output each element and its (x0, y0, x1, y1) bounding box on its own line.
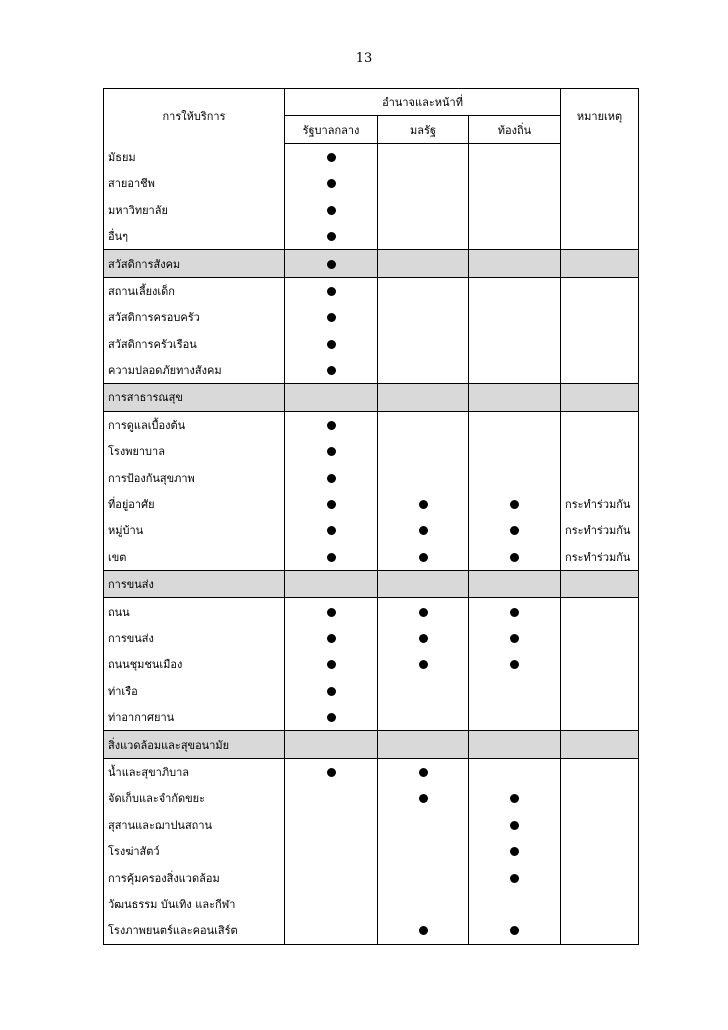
bullet-icon (510, 526, 519, 535)
table-row (104, 170, 639, 196)
table-row (104, 304, 639, 330)
central-cell (285, 571, 378, 598)
service-label: ถนนชุมชนเมือง (104, 651, 285, 677)
bullet-icon (327, 153, 336, 162)
bullet-icon (510, 794, 519, 803)
service-label: สถานเลี้ยงเด็ก (104, 277, 285, 304)
table-row (104, 143, 639, 170)
state-cell (378, 197, 469, 223)
local-cell (469, 197, 561, 223)
header-service: การให้บริการ (104, 89, 285, 144)
local-cell (469, 625, 561, 651)
remark-cell (561, 357, 639, 384)
central-cell (285, 651, 378, 677)
bullet-icon (327, 634, 336, 643)
category-label: สิ่งแวดล้อมและสุขอนามัย (104, 731, 285, 758)
bullet-icon (419, 500, 428, 509)
remark-cell (561, 651, 639, 677)
remark-cell (561, 331, 639, 357)
service-label: น้ำและสุขาภิบาล (104, 758, 285, 785)
bullet-icon (510, 821, 519, 830)
table-row (104, 491, 639, 517)
bullet-icon (327, 287, 336, 296)
central-cell (285, 704, 378, 731)
category-label: การสาธารณสุข (104, 384, 285, 411)
local-cell (469, 598, 561, 625)
central-cell (285, 304, 378, 330)
remark-cell (561, 384, 639, 411)
table-row (104, 678, 639, 704)
service-label: อื่นๆ (104, 223, 285, 250)
local-cell (469, 864, 561, 890)
remark-cell (561, 411, 639, 438)
bullet-icon (419, 608, 428, 617)
central-cell (285, 598, 378, 625)
central-cell (285, 917, 378, 944)
state-cell (378, 785, 469, 811)
service-label: โรงฆ่าสัตว์ (104, 838, 285, 864)
header-authority: อำนาจและหน้าที่ (285, 89, 561, 116)
state-cell (378, 170, 469, 196)
central-cell (285, 411, 378, 438)
table-row (104, 785, 639, 811)
remark-cell: กระทำร่วมกัน (561, 544, 639, 571)
central-cell (285, 838, 378, 864)
local-cell (469, 438, 561, 464)
local-cell (469, 517, 561, 543)
local-cell (469, 544, 561, 571)
service-label: การคุ้มครองสิ่งแวดล้อม (104, 864, 285, 890)
remark-cell (561, 304, 639, 330)
central-cell (285, 197, 378, 223)
state-cell (378, 812, 469, 838)
central-cell (285, 277, 378, 304)
state-cell (378, 491, 469, 517)
service-label: สุสานและฌาปนสถาน (104, 812, 285, 838)
bullet-icon (327, 421, 336, 430)
state-cell (378, 864, 469, 890)
state-cell (378, 758, 469, 785)
state-cell (378, 517, 469, 543)
local-cell (469, 838, 561, 864)
local-cell (469, 651, 561, 677)
bullet-icon (510, 660, 519, 669)
state-cell (378, 357, 469, 384)
remark-cell: กระทำร่วมกัน (561, 517, 639, 543)
state-cell (378, 917, 469, 944)
remark-cell (561, 891, 639, 917)
bullet-icon (327, 660, 336, 669)
local-cell (469, 411, 561, 438)
category-label: สวัสดิการสังคม (104, 250, 285, 277)
central-cell (285, 758, 378, 785)
local-cell (469, 250, 561, 277)
local-cell (469, 143, 561, 170)
bullet-icon (327, 500, 336, 509)
bullet-icon (327, 260, 336, 269)
bullet-icon (327, 608, 336, 617)
service-label: ความปลอดภัยทางสังคม (104, 357, 285, 384)
remark-cell (561, 223, 639, 250)
central-cell (285, 331, 378, 357)
bullet-icon (510, 926, 519, 935)
state-cell (378, 571, 469, 598)
local-cell (469, 917, 561, 944)
bullet-icon (419, 526, 428, 535)
bullet-icon (327, 713, 336, 722)
header-state: มลรัฐ (378, 116, 469, 143)
bullet-icon (327, 553, 336, 562)
remark-cell (561, 277, 639, 304)
state-cell (378, 678, 469, 704)
service-label: โรงพยาบาล (104, 438, 285, 464)
bullet-icon (327, 313, 336, 322)
bullet-icon (327, 340, 336, 349)
local-cell (469, 571, 561, 598)
category-row (104, 250, 639, 277)
table-row (104, 625, 639, 651)
header-row-1 (104, 89, 639, 116)
central-cell (285, 891, 378, 917)
local-cell (469, 384, 561, 411)
table-row (104, 411, 639, 438)
local-cell (469, 758, 561, 785)
remark-cell (561, 812, 639, 838)
local-cell (469, 223, 561, 250)
central-cell (285, 464, 378, 490)
remark-cell (561, 170, 639, 196)
remark-cell (561, 785, 639, 811)
bullet-icon (419, 926, 428, 935)
local-cell (469, 704, 561, 731)
remark-cell (561, 625, 639, 651)
bullet-icon (510, 634, 519, 643)
table-row (104, 758, 639, 785)
table-row (104, 223, 639, 250)
central-cell (285, 517, 378, 543)
central-cell (285, 731, 378, 758)
header-remark: หมายเหตุ (561, 89, 639, 144)
table-row (104, 197, 639, 223)
state-cell (378, 625, 469, 651)
table-row (104, 864, 639, 890)
central-cell (285, 785, 378, 811)
remark-cell (561, 758, 639, 785)
remark-cell (561, 438, 639, 464)
state-cell (378, 143, 469, 170)
local-cell (469, 170, 561, 196)
service-label: การป้องกันสุขภาพ (104, 464, 285, 490)
table-row (104, 812, 639, 838)
state-cell (378, 331, 469, 357)
service-label: โรงภาพยนตร์และคอนเสิร์ต (104, 917, 285, 944)
remark-cell (561, 197, 639, 223)
remark-cell (561, 704, 639, 731)
table-row (104, 331, 639, 357)
state-cell (378, 838, 469, 864)
state-cell (378, 598, 469, 625)
state-cell (378, 384, 469, 411)
central-cell (285, 250, 378, 277)
service-label: ท่าเรือ (104, 678, 285, 704)
state-cell (378, 704, 469, 731)
local-cell (469, 812, 561, 838)
local-cell (469, 277, 561, 304)
bullet-icon (327, 526, 336, 535)
central-cell (285, 812, 378, 838)
bullet-icon (510, 847, 519, 856)
service-label: วัฒนธรรม บันเทิง และกีฬา (104, 891, 285, 917)
remark-cell (561, 143, 639, 170)
service-label: จัดเก็บและจำกัดขยะ (104, 785, 285, 811)
service-label: การดูแลเบื้องต้น (104, 411, 285, 438)
state-cell (378, 891, 469, 917)
central-cell (285, 143, 378, 170)
service-label: ที่อยู่อาศัย (104, 491, 285, 517)
table-row (104, 917, 639, 944)
table-row (104, 438, 639, 464)
remark-cell (561, 598, 639, 625)
local-cell (469, 785, 561, 811)
central-cell (285, 625, 378, 651)
table-row (104, 598, 639, 625)
local-cell (469, 331, 561, 357)
remark-cell (561, 917, 639, 944)
central-cell (285, 357, 378, 384)
table-row (104, 357, 639, 384)
remark-cell (561, 571, 639, 598)
authority-table (103, 88, 639, 945)
bullet-icon (419, 553, 428, 562)
local-cell (469, 357, 561, 384)
bullet-icon (327, 768, 336, 777)
service-label: หมู่บ้าน (104, 517, 285, 543)
local-cell (469, 304, 561, 330)
table-row (104, 277, 639, 304)
state-cell (378, 651, 469, 677)
local-cell (469, 464, 561, 490)
bullet-icon (327, 474, 336, 483)
bullet-icon (510, 500, 519, 509)
state-cell (378, 304, 469, 330)
state-cell (378, 223, 469, 250)
bullet-icon (327, 366, 336, 375)
central-cell (285, 170, 378, 196)
table-row (104, 891, 639, 917)
central-cell (285, 864, 378, 890)
table-row (104, 651, 639, 677)
state-cell (378, 544, 469, 571)
bullet-icon (327, 687, 336, 696)
bullet-icon (419, 794, 428, 803)
state-cell (378, 438, 469, 464)
remark-cell: กระทำร่วมกัน (561, 491, 639, 517)
service-label: ท่าอากาศยาน (104, 704, 285, 731)
bullet-icon (510, 874, 519, 883)
remark-cell (561, 250, 639, 277)
bullet-icon (510, 553, 519, 562)
service-label: มัธยม (104, 143, 285, 170)
bullet-icon (419, 768, 428, 777)
central-cell (285, 223, 378, 250)
local-cell (469, 678, 561, 704)
central-cell (285, 544, 378, 571)
state-cell (378, 731, 469, 758)
service-label: สวัสดิการครัวเรือน (104, 331, 285, 357)
central-cell (285, 438, 378, 464)
table-row (104, 464, 639, 490)
table-row (104, 838, 639, 864)
bullet-icon (327, 232, 336, 241)
bullet-icon (419, 634, 428, 643)
service-label: สวัสดิการครอบครัว (104, 304, 285, 330)
state-cell (378, 464, 469, 490)
service-label: มหาวิทยาลัย (104, 197, 285, 223)
state-cell (378, 277, 469, 304)
remark-cell (561, 731, 639, 758)
service-label: ถนน (104, 598, 285, 625)
service-label: สายอาชีพ (104, 170, 285, 196)
remark-cell (561, 464, 639, 490)
bullet-icon (327, 447, 336, 456)
state-cell (378, 411, 469, 438)
central-cell (285, 491, 378, 517)
local-cell (469, 731, 561, 758)
header-central: รัฐบาลกลาง (285, 116, 378, 143)
bullet-icon (327, 179, 336, 188)
category-row (104, 384, 639, 411)
central-cell (285, 384, 378, 411)
service-label: เขต (104, 544, 285, 571)
bullet-icon (419, 660, 428, 669)
remark-cell (561, 864, 639, 890)
category-row (104, 571, 639, 598)
service-label: การขนส่ง (104, 625, 285, 651)
bullet-icon (327, 206, 336, 215)
state-cell (378, 250, 469, 277)
local-cell (469, 491, 561, 517)
remark-cell (561, 678, 639, 704)
table-row (104, 544, 639, 571)
central-cell (285, 678, 378, 704)
page-number: 13 (355, 51, 373, 66)
remark-cell (561, 838, 639, 864)
bullet-icon (510, 608, 519, 617)
table-row (104, 517, 639, 543)
header-local: ท้องถิ่น (469, 116, 561, 143)
table-row (104, 704, 639, 731)
category-row (104, 731, 639, 758)
local-cell (469, 891, 561, 917)
category-label: การขนส่ง (104, 571, 285, 598)
